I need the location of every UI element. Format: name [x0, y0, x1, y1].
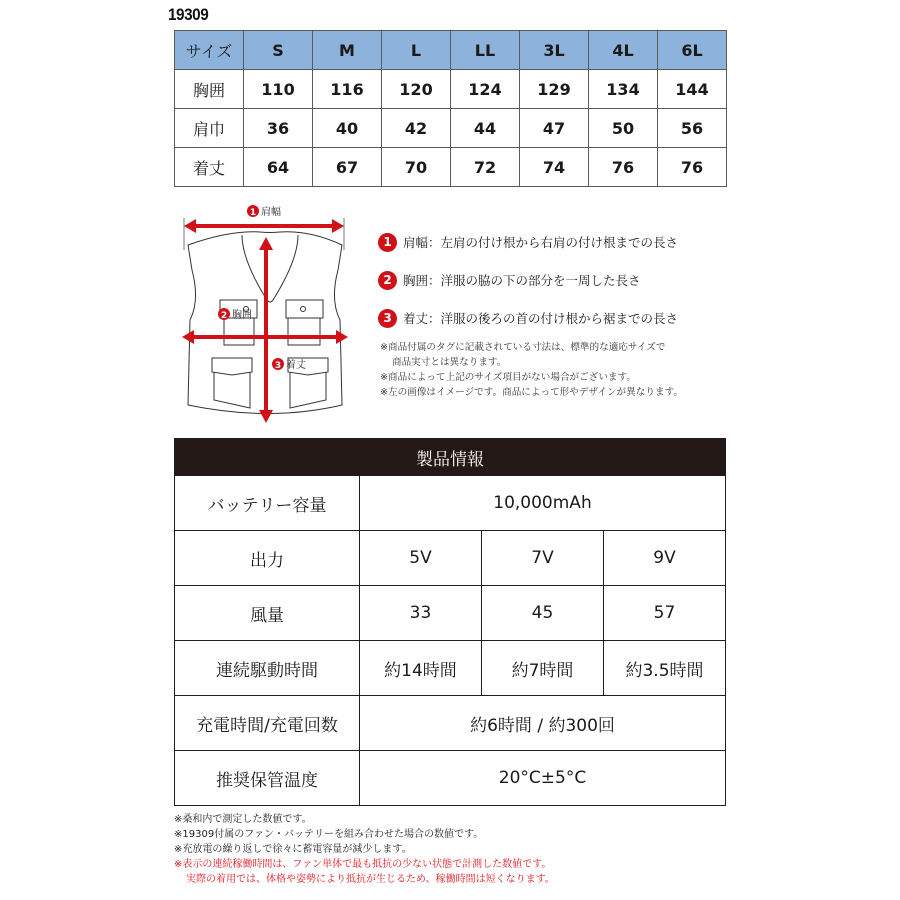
legend-item-shoulder [378, 232, 678, 252]
cell: 42 [382, 109, 451, 148]
svg-text:3: 3 [274, 361, 282, 371]
row-label: 出力 [175, 531, 360, 586]
svg-text:2: 2 [220, 311, 228, 321]
number-badge-icon: 1 [378, 233, 397, 252]
note: ※商品付属のタグに記載されている寸法は、標準的な適応サイズで [380, 342, 666, 353]
cell: 44 [451, 109, 520, 148]
cell: 50 [589, 109, 658, 148]
size-table [174, 30, 727, 187]
table-row [175, 531, 726, 586]
charge-time: 約6時間 / 約300回 [360, 696, 726, 751]
size-m: M [313, 31, 382, 70]
vest-diagram [180, 200, 360, 430]
size-4l: 4L [589, 31, 658, 70]
table-row [175, 641, 726, 696]
row-label: 着丈 [175, 148, 244, 187]
size-6l: 6L [658, 31, 727, 70]
model-number: 19309 [168, 5, 209, 24]
note: ※商品によって上記のサイズ項目がない場合がございます。 [380, 372, 636, 383]
battery-capacity: 10,000mAh [360, 476, 726, 531]
note: 商品実寸とは異なります。 [392, 357, 507, 368]
legend-term: 胸囲 [403, 273, 429, 288]
legend-desc: ：洋服の後ろの首の付け根から裾までの長さ [428, 311, 679, 326]
cell: 74 [520, 148, 589, 187]
table-row [175, 696, 726, 751]
cell: 5V [360, 531, 482, 586]
svg-text:1: 1 [249, 208, 257, 218]
cell: 129 [520, 70, 589, 109]
row-label: 充電時間/充電回数 [175, 696, 360, 751]
svg-text:肩幅: 肩幅 [261, 207, 281, 218]
cell: 36 [244, 109, 313, 148]
legend-item-length [378, 308, 678, 328]
table-row [175, 586, 726, 641]
cell: 124 [451, 70, 520, 109]
table-row [175, 109, 727, 148]
cell: 約3.5時間 [604, 641, 726, 696]
product-info-header [175, 439, 726, 476]
svg-text:着丈: 着丈 [286, 360, 306, 371]
table-row [175, 148, 727, 187]
storage-temp: 20°C±5°C [360, 751, 726, 806]
cell: 56 [658, 109, 727, 148]
footnote-warning: 実際の着用では、体格や姿勢により抵抗が生じるため、稼働時間は短くなります。 [186, 874, 555, 885]
row-label: 連続駆動時間 [175, 641, 360, 696]
cell: 76 [658, 148, 727, 187]
row-label: 肩巾 [175, 109, 244, 148]
cell: 116 [313, 70, 382, 109]
cell: 120 [382, 70, 451, 109]
footnote: ※桑和内で測定した数値です。 [174, 814, 312, 825]
cell: 134 [589, 70, 658, 109]
footnote-warning: ※表示の連続稼働時間は、ファン単体で最も抵抗の少ない状態で計測した数値です。 [174, 859, 552, 870]
footnote: ※充放電の繰り返しで徐々に蓄電容量が減少します。 [174, 844, 412, 855]
row-label: バッテリー容量 [175, 476, 360, 531]
svg-text:胸囲: 胸囲 [232, 310, 252, 321]
cell: 72 [451, 148, 520, 187]
row-label: 風量 [175, 586, 360, 641]
row-label: 胸囲 [175, 70, 244, 109]
legend-term: 着丈 [403, 311, 429, 326]
cell: 67 [313, 148, 382, 187]
cell: 45 [482, 586, 604, 641]
legend-term: 肩幅 [403, 235, 429, 250]
table-row [175, 70, 727, 109]
size-3l: 3L [520, 31, 589, 70]
row-label: 推奨保管温度 [175, 751, 360, 806]
cell: 144 [658, 70, 727, 109]
cell: 約7時間 [482, 641, 604, 696]
note: ※左の画像はイメージです。商品によって形やデザインが異なります。 [380, 387, 683, 398]
cell: 約14時間 [360, 641, 482, 696]
cell: 64 [244, 148, 313, 187]
cell: 7V [482, 531, 604, 586]
vest-illustration-icon [180, 200, 360, 430]
footnote: ※19309付属のファン・バッテリーを組み合わせた場合の数値です。 [174, 829, 484, 840]
table-row [175, 751, 726, 806]
product-info-title: 製品情報 [175, 439, 726, 476]
cell: 9V [604, 531, 726, 586]
table-row [175, 476, 726, 531]
size-s: S [244, 31, 313, 70]
legend-desc: ：洋服の脇の下の部分を一周した長さ [428, 273, 641, 288]
cell: 33 [360, 586, 482, 641]
cell: 76 [589, 148, 658, 187]
legend-item-chest [378, 270, 678, 290]
cell: 47 [520, 109, 589, 148]
product-info-table [174, 438, 726, 806]
cell: 57 [604, 586, 726, 641]
footnotes [174, 812, 555, 887]
cell: 110 [244, 70, 313, 109]
size-header-row [175, 31, 727, 70]
legend-desc: ：左肩の付け根から右肩の付け根までの長さ [428, 235, 679, 250]
size-l: L [382, 31, 451, 70]
size-notes [380, 340, 683, 400]
size-ll: LL [451, 31, 520, 70]
cell: 70 [382, 148, 451, 187]
number-badge-icon: 2 [378, 271, 397, 290]
cell: 40 [313, 109, 382, 148]
number-badge-icon: 3 [378, 309, 397, 328]
size-header-label: サイズ [175, 31, 244, 70]
measurement-legend [378, 232, 678, 346]
